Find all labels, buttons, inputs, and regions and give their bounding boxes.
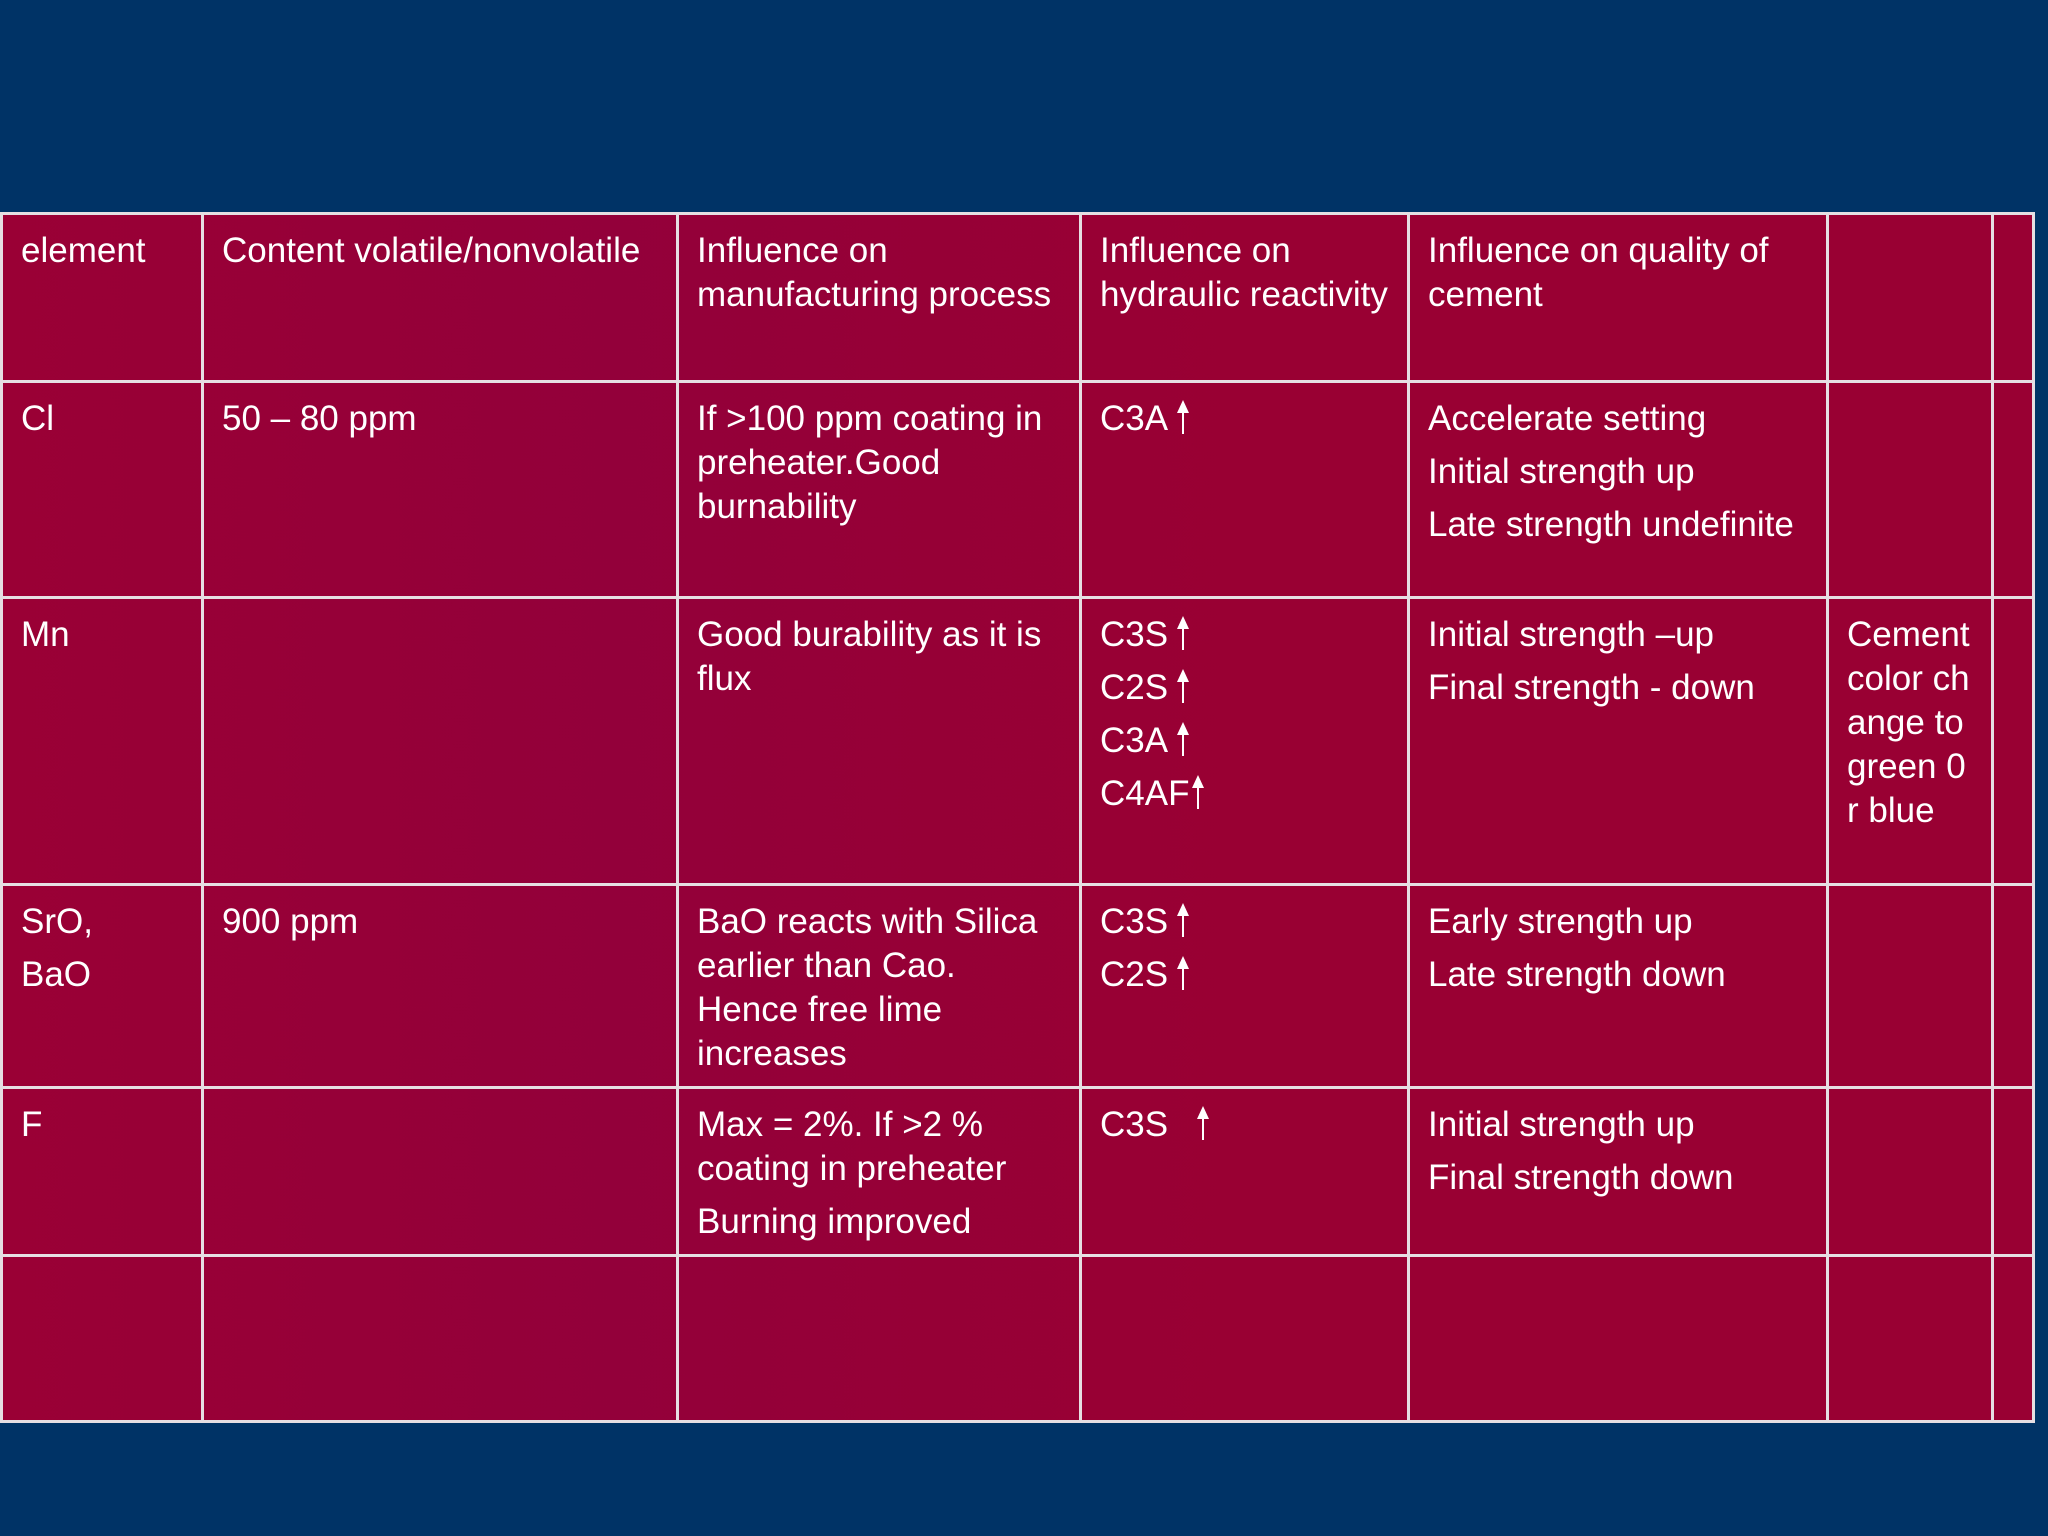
quality-item: Late strength down [1428,955,1726,994]
empty-cell [678,1256,1081,1422]
reactivity-item [1100,1103,1389,1147]
phase-label: C3S [1100,615,1169,654]
reactivity-cell [1081,382,1409,598]
phase-label: C3S [1100,1105,1169,1144]
process-text: BaO reacts with Silica earlier than Cao. Hence free lime increases [697,902,1038,1073]
process-cell [678,382,1081,598]
reactivity-item [1100,719,1389,763]
content-cell: 900 ppm [203,885,678,1088]
extra-cell: Cement color change to green 0r blue [1828,598,1993,885]
element-name: Cl [21,399,55,438]
element-name: BaO [21,955,92,994]
reactivity-cell [1081,885,1409,1088]
reactivity-item [1100,900,1389,944]
header-content: Content volatile/nonvolatile [203,214,678,382]
table-row [2,1088,2034,1256]
header-element: element [2,214,203,382]
empty-row [2,1256,2034,1422]
quality-item: Initial strength up [1428,1105,1695,1144]
header-row [2,214,2034,382]
quality-item: Late strength undefinite [1428,505,1794,544]
quality-cell [1409,885,1828,1088]
empty-cell [203,1256,678,1422]
phase-label: C3A [1100,399,1169,438]
element-cell [2,382,203,598]
header-hydraulic: Influence on hydraulic reactivity [1081,214,1409,382]
quality-item: Initial strength –up [1428,615,1715,654]
phase-label: C2S [1100,955,1169,994]
phase-label: C3S [1100,902,1169,941]
reactivity-item [1100,953,1389,997]
empty-cell [1081,1256,1409,1422]
phase-label: C2S [1100,668,1169,707]
up-arrow-icon [1196,1106,1210,1140]
process-text: Burning improved [697,1202,972,1241]
quality-cell [1409,1088,1828,1256]
process-text: If >100 ppm coating in preheater.Good burnability [697,399,1043,526]
header-narrow [1993,214,2034,382]
header-extra [1828,214,1993,382]
up-arrow-icon [1176,616,1190,650]
up-arrow-icon [1176,669,1190,703]
header-manufacturing: Influence on manufacturing process [678,214,1081,382]
element-name: Mn [21,615,70,654]
phase-label: C4AF [1100,774,1190,813]
quality-item: Initial strength up [1428,452,1695,491]
element-name: F [21,1105,43,1144]
content-cell: 50 – 80 ppm [203,382,678,598]
reactivity-item [1100,666,1389,710]
quality-cell [1409,382,1828,598]
reactivity-item [1100,772,1389,816]
narrow-cell [1993,885,2034,1088]
element-cell [2,1088,203,1256]
table-row [2,382,2034,598]
extra-cell [1828,382,1993,598]
element-cell [2,885,203,1088]
empty-cell [1993,1256,2034,1422]
quality-cell [1409,598,1828,885]
element-cell [2,598,203,885]
process-cell [678,885,1081,1088]
quality-item: Final strength down [1428,1158,1734,1197]
narrow-cell [1993,1088,2034,1256]
process-cell [678,1088,1081,1256]
narrow-cell [1993,598,2034,885]
phase-label: C3A [1100,721,1169,760]
reactivity-cell [1081,1088,1409,1256]
quality-item: Accelerate setting [1428,399,1707,438]
element-name: SrO, [21,902,93,941]
table-row [2,598,2034,885]
content-cell [203,598,678,885]
extra-cell [1828,885,1993,1088]
quality-item: Early strength up [1428,902,1693,941]
empty-cell [1828,1256,1993,1422]
process-text: Good burability as it is flux [697,615,1042,698]
empty-cell [2,1256,203,1422]
element-influence-table [0,212,2035,1423]
content-cell [203,1088,678,1256]
extra-cell [1828,1088,1993,1256]
up-arrow-icon [1176,903,1190,937]
narrow-cell [1993,382,2034,598]
header-quality: Influence on quality of cement [1409,214,1828,382]
up-arrow-icon [1176,400,1190,434]
reactivity-item [1100,397,1389,441]
up-arrow-icon [1176,722,1190,756]
reactivity-cell [1081,598,1409,885]
reactivity-item [1100,613,1389,657]
table-row [2,885,2034,1088]
empty-cell [1409,1256,1828,1422]
quality-item: Final strength - down [1428,668,1755,707]
up-arrow-icon [1176,956,1190,990]
process-text: Max = 2%. If >2 % coating in preheater [697,1105,1007,1188]
up-arrow-icon [1191,775,1205,809]
process-cell [678,598,1081,885]
